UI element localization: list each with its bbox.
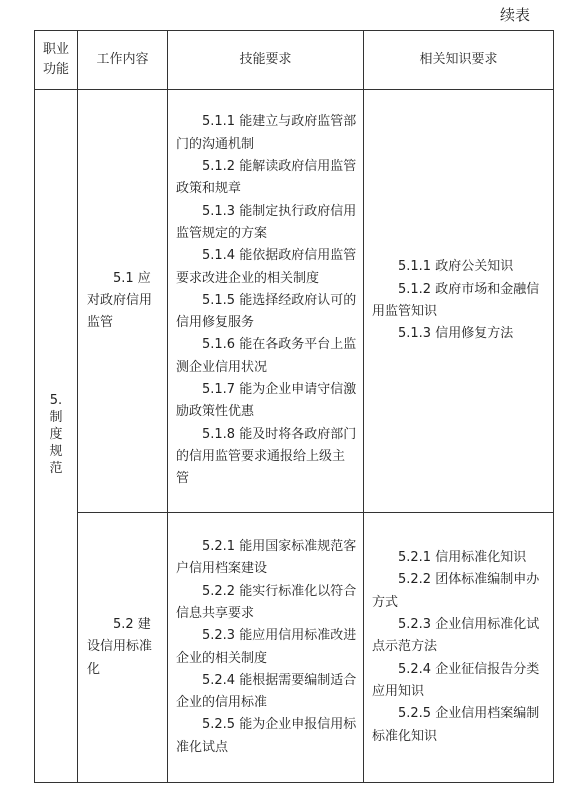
- knowledge-item: 5.1.1 政府公关知识: [398, 259, 514, 275]
- function-number: 5.: [49, 392, 63, 408]
- knowledge-item: 5.2.4 企业征信报告分类应用知识: [372, 661, 540, 699]
- knowledge-item: 5.2.3 企业信用标准化试点示范方法: [372, 617, 540, 655]
- knowledge-item: 5.2.5 企业信用档案编制标准化知识: [372, 706, 540, 744]
- skill-item: 5.2.1 能用国家标准规范客户信用档案建设: [176, 539, 357, 577]
- skill-item: 5.1.7 能为企业申请守信激励政策性优惠: [176, 382, 357, 420]
- knowledge-item: 5.1.2 政府市场和金融信用监管知识: [372, 281, 540, 319]
- skill-item: 5.2.3 能应用信用标准改进企业的相关制度: [176, 628, 357, 666]
- header-row: [35, 31, 554, 90]
- skill-item: 5.1.6 能在各政务平台上监测企业信用状况: [176, 337, 357, 375]
- continued-label: 续表: [500, 6, 531, 24]
- skills-cell: [168, 90, 364, 513]
- function-char: 规: [49, 443, 63, 459]
- function-char: 范: [49, 460, 63, 476]
- content-cell: [78, 90, 168, 513]
- skill-item: 5.1.4 能依据政府信用监管要求改进企业的相关制度: [176, 248, 357, 286]
- skills-table: [34, 30, 554, 783]
- skills-cell: [168, 513, 364, 783]
- skill-item: 5.1.5 能选择经政府认可的信用修复服务: [176, 292, 357, 331]
- header-function-line1: 职业: [42, 42, 69, 57]
- skill-item: 5.2.4 能根据需要编制适合企业的信用标准: [176, 672, 357, 711]
- content-text: 5.1 应对政府信用监管: [87, 270, 153, 331]
- knowledge-cell: [364, 513, 554, 783]
- knowledge-cell: [364, 90, 554, 513]
- skill-item: 5.2.2 能实行标准化以符合信息共享要求: [176, 583, 357, 621]
- function-char: 度: [49, 426, 63, 442]
- skill-item: 5.1.1 能建立与政府监管部门的沟通机制: [176, 114, 357, 152]
- skill-item: 5.1.2 能解读政府信用监管政策和规章: [176, 159, 357, 197]
- table-row: [35, 90, 554, 513]
- function-cell: [35, 90, 78, 783]
- function-label: [49, 392, 62, 477]
- header-knowledge: 相关知识要求: [364, 31, 554, 90]
- skill-item: 5.2.5 能为企业申报信用标准化试点: [176, 717, 357, 755]
- function-char: 制: [49, 409, 63, 425]
- table-row: [35, 513, 554, 783]
- content-text: 5.2 建设信用标准化: [87, 617, 153, 677]
- content-cell: [78, 513, 168, 783]
- knowledge-item: 5.2.2 团体标准编制申办方式: [372, 572, 540, 610]
- header-content: 工作内容: [78, 31, 168, 90]
- header-skills: 技能要求: [168, 31, 364, 90]
- header-function-line2: 功能: [42, 62, 69, 77]
- knowledge-item: 5.1.3 信用修复方法: [398, 326, 514, 342]
- knowledge-item: 5.2.1 信用标准化知识: [398, 550, 527, 566]
- skill-item: 5.1.8 能及时将各政府部门的信用监管要求通报给上级主管: [176, 426, 357, 487]
- header-function: [35, 31, 78, 90]
- skill-item: 5.1.3 能制定执行政府信用监管规定的方案: [176, 203, 357, 241]
